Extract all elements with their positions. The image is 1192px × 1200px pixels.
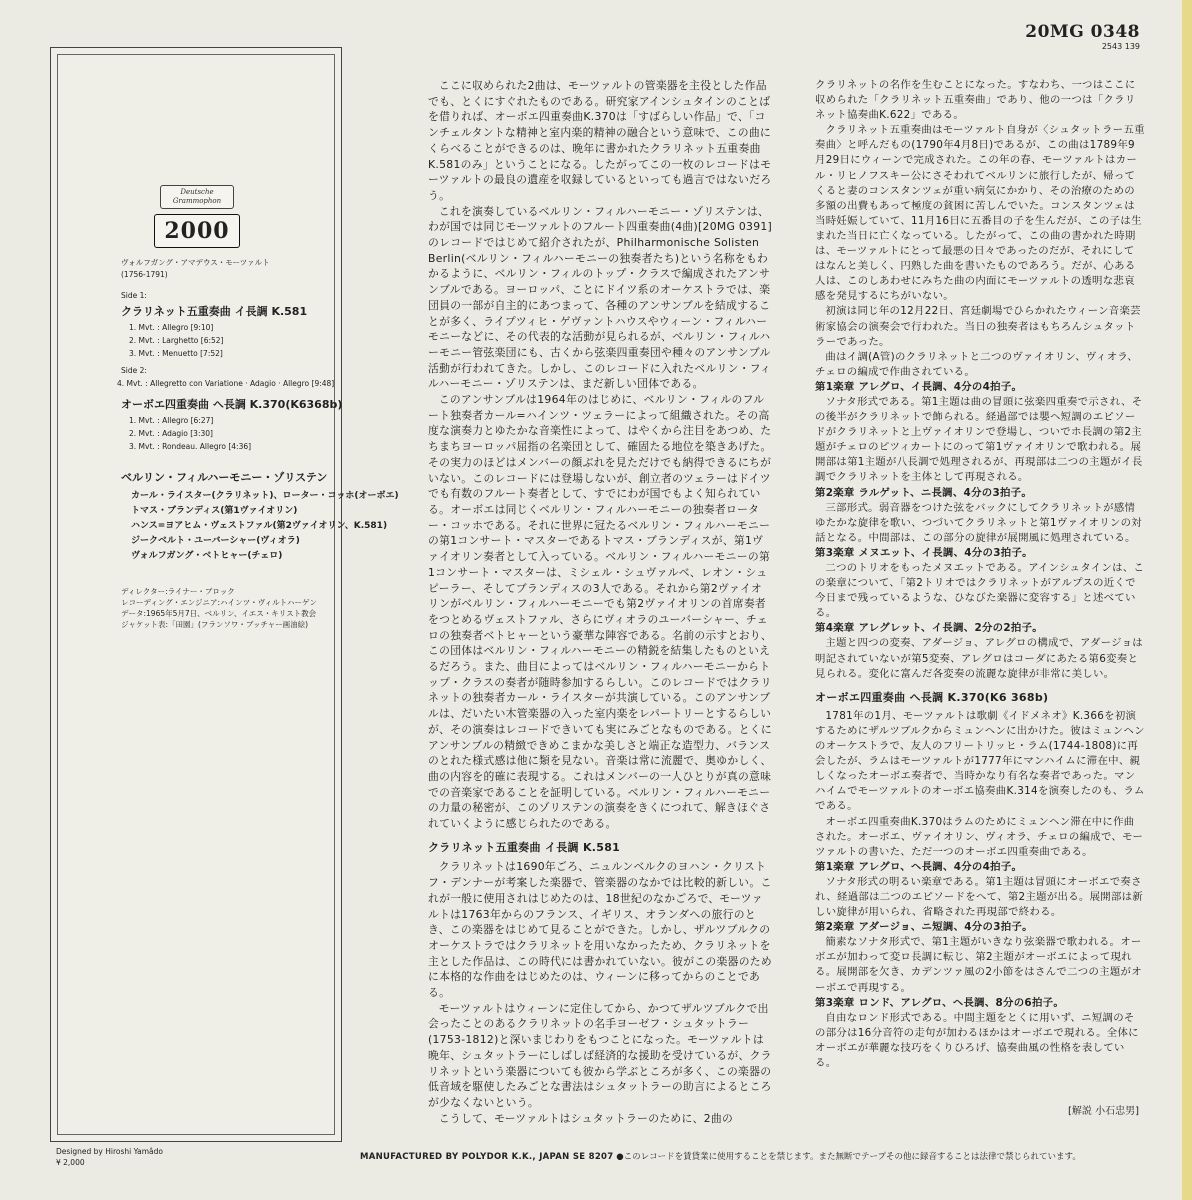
movement-heading: 第1楽章 アレグロ、イ長調、4分の4拍子。 [815,380,1023,393]
work-2-mvt-1: 1. Mvt. : Allegro [6:27] [129,416,214,425]
copyright-notice: ●このレコードを賃貸業に使用することを禁じます。また無断でテープその他に録音することは法律で禁じられています。 [616,1152,1081,1162]
series-badge: 2000 [154,214,240,248]
section-heading-clarinet-quintet: クラリネット五重奏曲 イ長調 K.581 [428,840,621,854]
body-paragraph: 二つのトリオをもったメヌエットである。アインシュタインは、この楽章について、「第2トリオではクラリネットがアルプスの近くで今日まで残っているような、ひなびた楽器に変容する」と述べている。 [815,562,1145,620]
movement-heading: 第2楽章 ラルゲット、ニ長調、4分の3拍子。 [815,486,1033,499]
body-paragraph: クラリネット五重奏曲はモーツァルト自身が〈シュタットラー五重奏曲〉と呼んだもの(1790年4月8日)であるが、この曲は1789年9月29日にウィーンで完成された。この年の春、モーツァルトはカール・リヒノフスキー公にさそわれてベルリンに旅行したが、帰ってくると妻のコンスタンツェが重い病気にかかり、その治療のための多額の出費もあって極度の貧困に苦しんでいた。コンスタンツェは当時妊娠していて、11月16日に五番目の子を生んだが、この子は生まれた当日に亡くなっている。したがって、この曲の書かれた時期は、モーツァルトにとって最悪の日々であったのだが、それにしてはなんと美しく、円熟した曲を書いたものであろう。だが、心ある人は、このしあわせにみちた曲の内面にモーツァルトの透明な悲哀感を発見するにちがいない。 [815,124,1145,303]
body-paragraph: ソナタ形式の明るい楽章である。第1主題は冒頭にオーボエで奏され、経過部は二つのエピソードをへて、第2主題が出る。展開部は新しい旋律が用いられ、省略された再現部で終わる。 [815,875,1144,919]
work-1-mvt-1: 1. Mvt. : Allegro [9:10] [129,323,214,332]
body-paragraph: これを演奏しているベルリン・フィルハーモニー・ゾリステンは、わが国では同じモーツァルトのフルート四重奏曲(4曲)[20MG 0391]のレコードではじめて紹介されたが、Philharmonische Solisten Berlin(ベルリン・フィルハーモニーの独奏者たち)という名称をもわかるように、ベルリン・フィルのトップ・クラスで編成されたアンサンブルである。ヨーロッパ、ことにドイツ系のオーケストラでは、楽団員の一部が自主的にあつまって、各種のアンサンブルを結成することが多く、ライプツィヒ・ゲヴァントハウスやウィーン・フィルハーモニーなどに、その代表的な活動が見られるが、ベルリン・フィルハーモニー管弦楽団にも、古くから弦楽四重奏団や種々のアンサンブル活動が行われてきた。しかし、このレコードに入れたベルリン・フィルハーモニー・ゾリステンは、まだ新しい団体である。 [428,204,773,391]
body-paragraph: モーツァルトはウィーンに定住してから、かつてザルツブルクで出会ったことのあるクラリネットの名手ヨーゼフ・シュタットラー(1753-1812)と深いまじわりをもつことになった。モーツァルトは晩年、シュタットラーにしばしば経済的な援助を受けているが、クラリネットという楽器についても彼から学ぶところが多く、この楽器の低音域を駆使したみごとな書法はシュタットラーの助言によるところが少なくないという。 [428,1001,772,1109]
body-paragraph: 1781年の1月、モーツァルトは歌劇《イドメネオ》K.366を初演するためにザルツブルクからミュンヘンに出かけた。彼はミュンヘンのオーケストラで、友人のフリートリッヒ・ラム(1744-1808)に再会したが、ラムはモーツァルトが1777年にマンハイムに滞在中、親しくなったオーボエ奏者で、当時かなり有名な奏者であった。マンハイムでモーツァルトのオーボエ協奏曲K.314を演奏したのも、ラムである。 [815,709,1145,813]
body-paragraph: クラリネットの名作を生むことになった。すなわち、一つはここに収められた「クラリネット五重奏曲」であり、他の一つは「クラリネット協奏曲K.622」である。 [815,79,1136,122]
liner-notes-column-1 [428,78,773,1126]
catalog-number-block [1025,22,1140,51]
composer-years: (1756-1791) [121,270,168,279]
work-2-mvt-3: 3. Mvt. : Rondeau. Allegro [4:36] [129,442,252,451]
sleeve-edge [1182,0,1192,1200]
body-paragraph: オーボエ四重奏曲K.370はラムのためにミュンヘン滞在中に作曲された。オーボエ、ヴァイオリン、ヴィオラ、チェロの編成で、モーツァルトの書いた、ただ一つのオーボエ四重奏曲である。 [815,815,1144,858]
performer-line: ヴォルフガング・ベトヒャー(チェロ) [131,551,283,561]
designer-name: Designed by Hiroshi Yamâdo [56,1147,163,1156]
movement-heading: 第3楽章 メヌエット、イ長調、4分の3拍子。 [815,546,1033,559]
movement-heading: 第3楽章 ロンド、アレグロ、ヘ長調、8分の6拍子。 [815,996,1065,1009]
price: ¥ 2,000 [56,1158,85,1167]
side-1-label: Side 1: [121,291,147,300]
work-1-title: クラリネット五重奏曲 イ長調 K.581 [121,305,308,318]
body-paragraph: ソナタ形式である。第1主題は曲の冒頭に弦楽四重奏で示され、その後半がクラリネットで飾られる。経過部では嬰ヘ短調のエピソードがクラリネットと上ヴァイオリンで登場し、ついでホ長調の第2主題がチェロのピツィカートにのって第1ヴァイオリンで歌われる。展開部は第1主題が八長調で処理されるが、再現部は二つの主題がイ長調でクラリネットを主体として再現される。 [815,395,1143,484]
commentary-author: [解説 小石忠男] [1068,1106,1139,1117]
footer-notice [360,1150,1081,1162]
side-2-label: Side 2: [121,366,147,375]
liner-notes-column-2 [815,78,1145,1071]
body-paragraph: 曲はイ調(A管)のクラリネットと二つのヴァイオリン、ヴィオラ、チェロの編成で作曲されている。 [815,350,1138,378]
credit-line: ディレクター:ライナー・ブロック [121,587,235,596]
credit-line: ジャケット表:「田園」(フランソワ・ブッチャー画油絵) [121,620,309,629]
ensemble-name: ベルリン・フィルハーモニー・ゾリステン [121,471,328,484]
designer-credit [56,1146,163,1168]
body-paragraph: 主題と四つの変奏、アダージョ、アレグロの構成で、アダージョは明記されていないが第5変奏、アレグロはコーダにあたる第6変奏と見られる。変化に富んだ各変奏の流麗な旋律が非常に美しい。 [815,637,1143,680]
composer-name: ヴォルフガング・アマデウス・モーツァルト [121,258,270,267]
body-paragraph: ここに収められた2曲は、モーツァルトの管楽器を主役とした作品でも、とくにすぐれたものである。研究家アインシュタインのことばを借りれば、オーボエ四重奏曲K.370は「すばらしい作品」で、「コンチェルタントな精神と室内楽的精神の融合という意味で、この曲にくらべることができるのは、晩年に書かれたクラリネット五重奏曲K.581のみ」ということになる。したがってこの一枚のレコードはモーツァルトの最良の遺産を収録しているといっても過言ではないだろう。 [428,79,772,202]
work-1-mvt-4: 4. Mvt. : Allegretto con Variatione · Adagio · Allegro [9:48] [117,379,335,388]
work-2-mvt-2: 2. Mvt. : Adagio [3:30] [129,429,213,438]
credit-line: レコーディング・エンジニア:ハインツ・ヴィルトハーゲン [121,598,317,607]
movement-heading: 第1楽章 アレグロ、ヘ長調、4分の4拍子。 [815,860,1023,873]
catalog-sub-number: 2543 139 [1101,42,1140,51]
catalog-number: 20MG 0348 [1025,22,1140,42]
performer-line: トマス・ブランディス(第1ヴァイオリン) [131,506,298,516]
section-heading-oboe-quartet: オーボエ四重奏曲 ヘ長調 K.370(K6 368b) [815,690,1049,704]
body-paragraph: こうして、モーツァルトはシュタットラーのために、2曲の [438,1111,734,1125]
body-paragraph: 初演は同じ年の12月22日、宮廷劇場でひらかれたウィーン音楽芸術家協会の演奏会で行われた。当日の独奏者はもちろんシュタットラーであった。 [815,305,1141,348]
performer-line: ハンス=ヨアヒム・ヴェストファル(第2ヴァイオリン、K.581) [131,521,388,531]
movement-heading: 第2楽章 アダージョ、ニ短調、4分の3拍子。 [815,921,1033,934]
work-1-mvt-3: 3. Mvt. : Menuetto [7:52] [129,349,223,358]
body-paragraph: 自由なロンド形式である。中間主題をとくに用いず、ニ短調のその部分は16分音符の走句が加わるほかはオーボエで現れる。全体にオーボエが華麗な技巧をくりひろげ、協奏曲風の性格を表している。 [815,1011,1139,1069]
body-paragraph: クラリネットは1690年ごろ、ニュルンベルクのヨハン・クリストフ・デンナーが考案した楽器で、管楽器のなかでは比較的新しい。これが一般に使用されはじめたのは、18世紀のなかごろで、モーツァルトは1763年からのフランス、イギリス、オランダへの旅行のとき、この楽器をはじめて見ることができた。しかし、ザルツブルクのオーケストラではクラリネットを用いなかったため、クラリネットを主とした作品は、この時代には書かれていない。彼がこの楽器のために本格的な作曲をはじめたのは、ウィーンに移ってからのことである。 [428,860,772,1000]
work-2-title: オーボエ四重奏曲 ヘ長調 K.370(K6368b) [121,398,343,411]
performer-line: カール・ライスター(クラリネット)、ローター・コッホ(オーボエ) [131,491,399,501]
movement-heading: 第4楽章 アレグレット、イ長調、2分の2拍子。 [815,622,1043,635]
manufacturer-line: MANUFACTURED BY POLYDOR K.K., JAPAN SE 8207 [360,1152,614,1162]
body-paragraph: 簡素なソナタ形式で、第1主題がいきなり弦楽器で歌われる。オーボエが加わって変ロ長調に転じ、第2主題がオーボエによって現れる。展開部を欠き、カデンツァ風の2小節をはさんで二つの主題がオーボエで再現する。 [815,936,1142,994]
body-paragraph: このアンサンブルは1964年のはじめに、ベルリン・フィルのフルート独奏者カール=ハインツ・ツェラーによって組織された。その高度な演奏力とゆたかな音楽性によって、はやくから注目をあつめ、たちまちヨーロッパ屈指の名楽団として、確固たる地位を築きあげた。その実力のほどはメンバーの顔ぶれを見ただけでも納得できるにちがいない。このレコードには登場しないが、創立者のツェラーはドイツでも有数のフルート奏者として、すでにわが国でもよく知られている。オーボエは同じくベルリン・フィルハーモニーの独奏者ローター・コッホである。それに世界に冠たるベルリン・フィルハーモニーの第1コンサート・マスターであるトマス・ブランディスが、第1ヴァイオリン奏者として入っている。ベルリン・フィルハーモニーの第1コンサート・マスターは、ミシェル・シュヴァルベ、レオン・シュピーラー、そしてブランディスの3人である。それから第2ヴァイオリンがベルリン・フィルハーモニーでも第2ヴァイオリンの首席奏者をつとめるヴェストファル、さらにヴィオラのユーバーシャー、チェロの独奏者ベトヒャーという豪華な陣容である。名前の示すとおり、この団体はベルリン・フィルハーモニーの精鋭を結集したものといえるだろう。また、曲目によってはベルリン・フィルハーモニーからトップ・クラスの奏者が随時参加するらしい。このレコードではクラリネットの独奏者カール・ライスターが共演している。このアンサンブルは、だいたい木管楽器の入った室内楽をレパートリーとするらしいが、その演奏はレコードできいても実にみごとなものである。とくにアンサンブルの精緻できめこまかな美しさと端正な造型力、バランスのとれた様式感は他に類を見ない。音楽は常に流麗で、奥ゆかしく、曲の内容を的確に表現する。これはメンバーの一人ひとりが真の意味での音楽家であることを証明している。ベルリン・フィルハーモニーの力量の秘密が、このゾリステンの演奏をきくにつれて、解きほぐされていくように感じられたのである。 [428,393,772,831]
track-listing-card [50,47,399,1142]
credit-line: データ:1965年5月7日、ベルリン、イエス・キリスト教会 [121,609,317,618]
deutsche-grammophon-logo: Deutsche Grammophon [160,185,234,209]
performer-line: ジークベルト・ユーバーシャー(ヴィオラ) [131,536,300,546]
body-paragraph: 三部形式。弱音器をつけた弦をバックにしてクラリネットが感情ゆたかな旋律を歌い、つづいてクラリネットと第1ヴァイオリンの対話となる。中間部は、この部分の旋律が展開風に処理されている。 [815,501,1143,544]
work-1-mvt-2: 2. Mvt. : Larghetto [6:52] [129,336,224,345]
